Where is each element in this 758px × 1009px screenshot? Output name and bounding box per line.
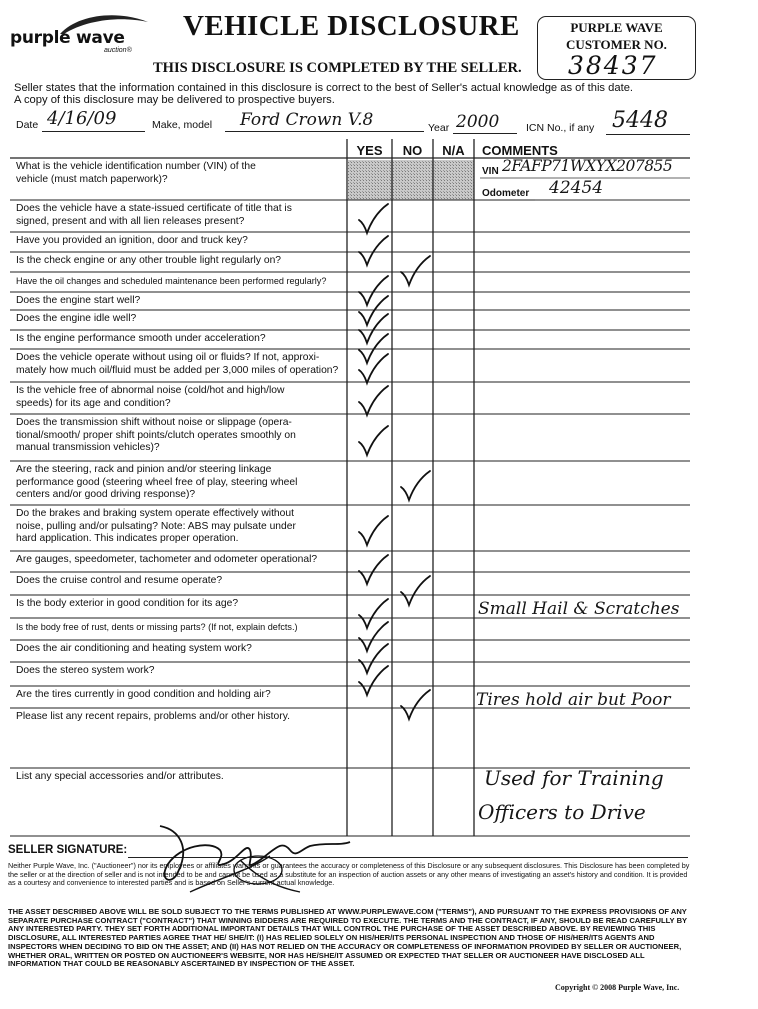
year-label: Year (428, 122, 450, 134)
question-row (16, 575, 346, 588)
question-text-line: Does the vehicle operate without using oil or fluids? If not, approxi- (16, 352, 320, 363)
question-row (16, 352, 346, 377)
logo-subtext: auction® (104, 47, 132, 54)
question-text-line: speeds) for its age and condition? (16, 397, 171, 409)
question-row (16, 333, 346, 346)
question-text-line: Have you provided an ignition, door and truck key? (16, 235, 248, 246)
question-text-line: centers and/or good driving response)? (16, 489, 196, 500)
year-value[interactable]: 2000 (456, 112, 500, 132)
question-row (16, 235, 346, 248)
question-text-line: performance good (steering wheel free of play, steering wheel (16, 476, 298, 488)
vin-label: VIN (482, 166, 499, 177)
question-text-line: noise, pulling and/or pulsating? Note: ABS may pulsate under (16, 520, 296, 532)
copyright-text: Copyright © 2008 Purple Wave, Inc. (555, 983, 680, 992)
question-text-line: Are the steering, rack and pinion and/or steering linkage (16, 464, 272, 475)
question-row (16, 203, 346, 228)
question-text-line: Please list any recent repairs, problems and/or other history. (16, 711, 290, 722)
question-text-line: Are the tires currently in good condition and holding air? (16, 689, 271, 700)
no-checkmark-icon[interactable] (398, 254, 432, 288)
question-text-line: Is the check engine or any other trouble light regularly on? (16, 255, 282, 266)
question-row (16, 385, 346, 410)
yes-checkmark-icon[interactable] (356, 424, 390, 458)
question-text-line: manual transmission vehicles)? (16, 442, 160, 453)
date-value[interactable]: 4/16/09 (47, 108, 117, 129)
yes-checkmark-icon[interactable] (356, 202, 390, 236)
yes-checkmark-icon[interactable] (356, 553, 390, 587)
yes-column-header: YES (356, 143, 383, 158)
icn-value[interactable]: 5448 (612, 108, 668, 133)
question-row (16, 554, 346, 567)
question-text-line: Does the engine start well? (16, 295, 141, 306)
question-text-line: What is the vehicle identification number (VIN) of the (16, 161, 256, 172)
make-model-label: Make, model (152, 119, 213, 131)
intro-line-1: Seller states that the information contained in this disclosure is correct to the best of Seller's actual knowledge as of this date. (14, 82, 634, 94)
question-text-line: Is the engine performance smooth under acceleration? (16, 333, 266, 344)
question-text-line: Does the transmission shift without noise or slippage (opera- (16, 417, 292, 428)
question-row (16, 643, 346, 656)
logo-text: purple wave (10, 28, 125, 48)
question-text-line: vehicle (must match paperwork)? (16, 173, 168, 185)
customer-box-label-2: CUSTOMER NO. (566, 37, 667, 52)
question-text-line: Does the cruise control and resume operate? (16, 575, 223, 586)
question-text-line: Is the body exterior in good condition for its age? (16, 598, 239, 609)
na-column-header: N/A (442, 143, 465, 158)
question-text-line: hard application. This indicates proper operation. (16, 533, 239, 544)
yes-checkmark-icon[interactable] (356, 352, 390, 386)
comments-column-header: COMMENTS (482, 143, 558, 158)
question-row (16, 464, 346, 502)
question-row (16, 313, 346, 326)
question-row (16, 161, 346, 186)
question-text-line: mately how much oil/fluid must be added per 3,000 miles of operation? (16, 364, 339, 376)
odometer-value[interactable]: 42454 (549, 178, 604, 198)
question-row (16, 689, 346, 702)
terms-text: THE ASSET DESCRIBED ABOVE WILL BE SOLD SUBJECT TO THE TERMS PUBLISHED AT WWW.PURPLEWAVE.COM ("TERMS"), AND PURSUANT TO THE EXPRESS PROVISIONS OF ANY SEPARATE PURCHASE CONTRACT ("CONTRACT") THAT WINNING BIDDERS ARE REQUIRED TO EXECUTE. THE TERMS AND THE CONTRACT, IF ANY, SHOULD BE READ CAREFULLY BY ANY INTERESTED PARTY. THEY SET FORTH ADDITIONAL IMPORTANT DETAILS THAT WILL CONTROL THE PURCHASE OF THE ASSET DESCRIBED ABOVE. BY REVIEWING THIS DISCLOSURE, ALL INTERESTED PARTIES AGREE THAT HE/ SHE/IT: (I) HAS RELIED SOLELY ON HIS/HER/ITS PERSONAL INSPECTION AND THOSE OF HIS/HER/ITS AGENTS AND INSPECTORS WHEN DECIDING TO BID ON THE ASSET; AND (II) HAS NOT RELIED ON THE ACCURACY OR COMPLETENESS OF INFORMATION PROVIDED BY SELLER OR AUCTIONEER, WHETHER ORAL, WRITTEN OR POSTED ON AUCTIONEER'S WEBSITE, NOR HAS HE/SHE/IT ASSUMED OR EXPECTED THAT SELLER OR AUCTIONEER HAVE DISCLOSED ALL INFORMATION THAT COULD BE REASONABLY ASCERTAINED BY INSPECTION OF THE ASSET. (8, 907, 687, 969)
no-checkmark-icon[interactable] (398, 469, 432, 503)
question-row (16, 711, 346, 724)
no-checkmark-icon[interactable] (398, 574, 432, 608)
disclaimer-text: Neither Purple Wave, Inc. ("Auctioneer") nor its employees or affiliates warrants or guarantees the accuracy or completeness of this Disclosure or any subsequent disclosures. This Disclosure has been completed by the seller or at the direction of seller and is not intended to be and cannot be used as a substitute for an inspection of auction assets or any other means of investigating an asset's history and condition. It is provided as a courtesy and convenience to interested parties and is based on Seller's current actual knowledge. (8, 861, 690, 888)
make-model-value[interactable]: Ford Crown V.8 (240, 110, 374, 130)
accessories-comment-1[interactable]: Used for Training (484, 766, 664, 790)
question-text-line: Does the engine idle well? (16, 313, 137, 324)
question-row (16, 275, 346, 288)
vin-shaded-cell (348, 160, 474, 200)
question-text-line: Are gauges, speedometer, tachometer and odometer operational? (16, 554, 318, 565)
form-subtitle: THIS DISCLOSURE IS COMPLETED BY THE SELLER. (153, 60, 522, 76)
seller-signature-label: SELLER SIGNATURE: (8, 844, 128, 856)
tires-comment[interactable]: Tires hold air but Poor (476, 690, 671, 710)
no-column-header: NO (402, 143, 423, 158)
question-row (16, 621, 346, 634)
seller-signature-graphic (150, 820, 360, 900)
question-row (16, 771, 346, 784)
intro-line-2: A copy of this disclosure may be delivered to prospective buyers. (14, 94, 335, 106)
question-row (16, 598, 346, 611)
question-text-line: Is the vehicle free of abnormal noise (cold/hot and high/low (16, 385, 285, 396)
question-text-line: Does the air conditioning and heating system work? (16, 643, 252, 654)
odometer-label: Odometer (482, 188, 530, 199)
yes-checkmark-icon[interactable] (356, 384, 390, 418)
vin-value[interactable]: 2FAFP71WXYX207855 (502, 157, 673, 175)
question-text-line: signed, present and with all lien releases present? (16, 215, 245, 227)
question-text-line: tional/smooth/ proper shift points/clutch operates smoothly on (16, 429, 296, 441)
accessories-comment-2[interactable]: Officers to Drive (478, 800, 646, 824)
body-exterior-comment[interactable]: Small Hail & Scratches (478, 599, 680, 619)
customer-number[interactable]: 38437 (568, 51, 658, 80)
question-text-line: Have the oil changes and scheduled maintenance been performed regularly? (16, 276, 327, 286)
yes-checkmark-icon[interactable] (356, 234, 390, 268)
customer-box-label-1: PURPLE WAVE (570, 20, 663, 35)
question-row (16, 665, 346, 678)
question-text-line: Is the body free of rust, dents or missing parts? (If not, explain defcts.) (16, 622, 298, 632)
question-row (16, 255, 346, 268)
question-row (16, 295, 346, 308)
yes-checkmark-icon[interactable] (356, 514, 390, 548)
question-row (16, 417, 346, 455)
question-text-line: Does the stereo system work? (16, 665, 155, 676)
question-text-line: Do the brakes and braking system operate effectively without (16, 508, 294, 519)
date-label: Date (16, 119, 39, 131)
form-title: VEHICLE DISCLOSURE (183, 10, 520, 42)
question-text-line: List any special accessories and/or attributes. (16, 771, 224, 782)
icn-label: ICN No., if any (526, 122, 595, 134)
question-row (16, 508, 346, 546)
question-text-line: Does the vehicle have a state-issued certificate of title that is (16, 203, 292, 214)
yes-checkmark-icon[interactable] (356, 664, 390, 698)
no-checkmark-icon[interactable] (398, 688, 432, 722)
